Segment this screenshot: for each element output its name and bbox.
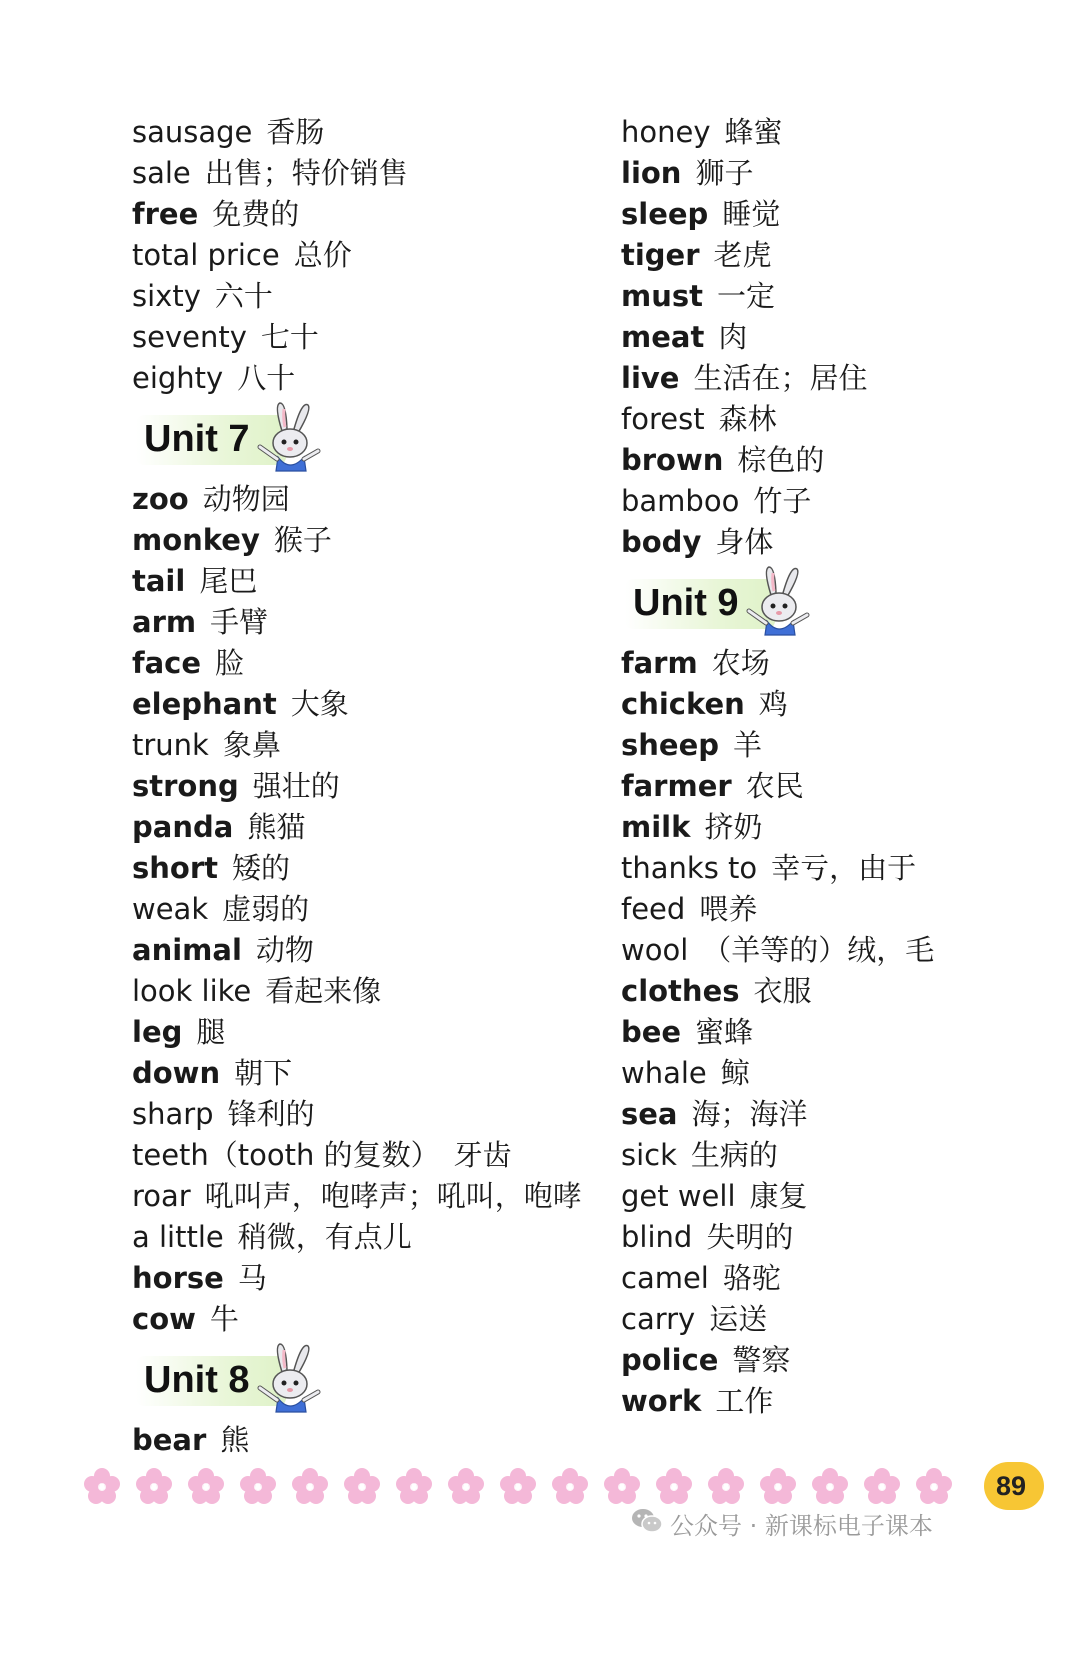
chinese-meaning: 八十	[237, 361, 296, 395]
left-column	[132, 112, 582, 1461]
english-word: police	[621, 1343, 719, 1377]
chinese-meaning: 海；海洋	[691, 1097, 808, 1131]
english-word: seventy	[132, 320, 247, 354]
bunny-icon	[250, 401, 326, 481]
vocab-entry	[621, 684, 934, 725]
english-word: whale	[621, 1056, 707, 1090]
page-number: 89	[984, 1462, 1044, 1510]
vocab-entry	[132, 807, 582, 848]
vocab-entry	[132, 930, 582, 971]
chinese-meaning: 熊	[220, 1423, 250, 1457]
chinese-meaning: 棕色的	[737, 443, 825, 477]
english-word: lion	[621, 156, 682, 190]
vocab-entry	[132, 766, 582, 807]
english-word: monkey	[132, 523, 260, 557]
chinese-meaning: 衣服	[753, 974, 812, 1008]
vocab-entry	[621, 807, 934, 848]
english-word: sheep	[621, 728, 720, 762]
english-word: total price	[132, 238, 280, 272]
english-word: milk	[621, 810, 691, 844]
vocab-entry	[621, 440, 934, 481]
chinese-meaning: 工作	[715, 1384, 774, 1418]
flower-icon	[706, 1466, 746, 1510]
english-word: teeth（tooth 的复数）	[132, 1138, 440, 1172]
chinese-meaning: 大象	[290, 687, 349, 721]
chinese-meaning: 腿	[196, 1015, 226, 1049]
vocab-entry	[621, 1217, 934, 1258]
flower-icon	[186, 1466, 226, 1510]
vocab-entry	[132, 602, 582, 643]
english-word: sleep	[621, 197, 709, 231]
english-word: live	[621, 361, 680, 395]
vocab-entry	[132, 1012, 582, 1053]
flower-icon	[758, 1466, 798, 1510]
vocab-entry	[621, 358, 934, 399]
english-word: bamboo	[621, 484, 740, 518]
chinese-meaning: 鸡	[758, 687, 788, 721]
vocab-entry	[132, 1053, 582, 1094]
english-word: animal	[132, 933, 242, 967]
english-word: tiger	[621, 238, 700, 272]
flower-icon	[134, 1466, 174, 1510]
vocab-entry	[132, 479, 582, 520]
english-word: sick	[621, 1138, 677, 1172]
vocab-entry	[132, 1176, 582, 1217]
vocab-entry	[621, 1094, 934, 1135]
flower-icon	[810, 1466, 850, 1510]
chinese-meaning: 免费的	[212, 197, 300, 231]
chinese-meaning: 蜜蜂	[695, 1015, 754, 1049]
chinese-meaning: 香肠	[266, 115, 325, 149]
english-word: body	[621, 525, 702, 559]
vocab-entry	[132, 276, 582, 317]
vocab-entry	[132, 112, 582, 153]
english-word: cow	[132, 1302, 196, 1336]
chinese-meaning: 森林	[718, 402, 777, 436]
chinese-meaning: 生活在；居住	[693, 361, 868, 395]
vocab-entry	[621, 1340, 934, 1381]
vocab-entry	[621, 112, 934, 153]
english-word: strong	[132, 769, 239, 803]
chinese-meaning: 朝下	[234, 1056, 293, 1090]
chinese-meaning: 马	[237, 1261, 267, 1295]
vocab-entry	[132, 1135, 582, 1176]
chinese-meaning: 熊猫	[247, 810, 306, 844]
english-word: elephant	[132, 687, 277, 721]
english-word: sharp	[132, 1097, 214, 1131]
flower-icon	[82, 1466, 122, 1510]
chinese-meaning: 锋利的	[227, 1097, 315, 1131]
wechat-icon	[630, 1506, 664, 1548]
flower-icon	[550, 1466, 590, 1510]
vocab-entry	[621, 930, 934, 971]
english-word: blind	[621, 1220, 693, 1254]
chinese-meaning: 一定	[717, 279, 776, 313]
english-word: thanks to	[621, 851, 758, 885]
chinese-meaning: 吼叫声，咆哮声；吼叫，咆哮	[204, 1179, 582, 1213]
chinese-meaning: 挤奶	[704, 810, 763, 844]
chinese-meaning: 总价	[293, 238, 352, 272]
vocab-entry	[132, 1258, 582, 1299]
vocab-entry	[621, 1299, 934, 1340]
vocab-entry	[621, 522, 934, 563]
vocab-entry	[621, 1053, 934, 1094]
vocab-entry	[621, 481, 934, 522]
flower-icon	[654, 1466, 694, 1510]
english-word: farm	[621, 646, 698, 680]
english-word: sixty	[132, 279, 201, 313]
vocab-entry	[132, 520, 582, 561]
chinese-meaning: 虚弱的	[222, 892, 310, 926]
unit-title: Unit 9	[633, 582, 739, 624]
vocab-entry	[621, 194, 934, 235]
english-word: down	[132, 1056, 221, 1090]
english-word: meat	[621, 320, 705, 354]
english-word: chicken	[621, 687, 745, 721]
english-word: zoo	[132, 482, 189, 516]
vocab-entry	[132, 317, 582, 358]
english-word: weak	[132, 892, 209, 926]
chinese-meaning: 七十	[260, 320, 319, 354]
flower-icon	[394, 1466, 434, 1510]
chinese-meaning: 六十	[214, 279, 273, 313]
chinese-meaning: 幸亏，由于	[771, 851, 917, 885]
chinese-meaning: 生病的	[690, 1138, 778, 1172]
english-word: panda	[132, 810, 234, 844]
vocab-entry	[621, 889, 934, 930]
flower-icon	[342, 1466, 382, 1510]
chinese-meaning: 老虎	[713, 238, 772, 272]
chinese-meaning: 动物园	[202, 482, 290, 516]
vocab-entry	[132, 1094, 582, 1135]
chinese-meaning: 矮的	[232, 851, 291, 885]
chinese-meaning: 身体	[715, 525, 774, 559]
bunny-icon	[250, 1342, 326, 1422]
chinese-meaning: 睡觉	[722, 197, 781, 231]
vocab-entry	[621, 643, 934, 684]
unit-title: Unit 8	[144, 1359, 250, 1401]
vocab-entry	[621, 766, 934, 807]
vocab-entry	[132, 725, 582, 766]
chinese-meaning: 牛	[209, 1302, 239, 1336]
chinese-meaning: （羊等的）绒，毛	[702, 933, 935, 967]
vocab-entry	[621, 1012, 934, 1053]
vocab-entry	[132, 889, 582, 930]
english-word: horse	[132, 1261, 224, 1295]
vocab-entry	[132, 848, 582, 889]
chinese-meaning: 鲸	[720, 1056, 750, 1090]
vocab-entry	[132, 561, 582, 602]
vocab-entry	[621, 848, 934, 889]
english-word: leg	[132, 1015, 183, 1049]
flower-icon	[602, 1466, 642, 1510]
watermark-text: 公众号 · 新课标电子课本	[670, 1512, 933, 1540]
flower-icon	[446, 1466, 486, 1510]
english-word: sale	[132, 156, 191, 190]
unit-heading	[132, 399, 582, 479]
chinese-meaning: 出售；特价销售	[204, 156, 408, 190]
vocab-entry	[621, 1135, 934, 1176]
english-word: trunk	[132, 728, 209, 762]
english-word: sea	[621, 1097, 678, 1131]
unit-title: Unit 7	[144, 418, 250, 460]
vocab-entry	[132, 1217, 582, 1258]
vocab-entry	[132, 643, 582, 684]
chinese-meaning: 脸	[215, 646, 245, 680]
chinese-meaning: 动物	[255, 933, 314, 967]
english-word: feed	[621, 892, 686, 926]
english-word: wool	[621, 933, 689, 967]
flower-icon	[290, 1466, 330, 1510]
chinese-meaning: 康复	[749, 1179, 808, 1213]
bunny-icon	[739, 565, 815, 645]
vocab-entry	[132, 971, 582, 1012]
flower-icon	[914, 1466, 954, 1510]
chinese-meaning: 看起来像	[265, 974, 382, 1008]
vocab-entry	[132, 235, 582, 276]
english-word: short	[132, 851, 218, 885]
chinese-meaning: 强壮的	[252, 769, 340, 803]
vocab-entry	[132, 153, 582, 194]
english-word: clothes	[621, 974, 740, 1008]
vocab-entry	[132, 358, 582, 399]
english-word: look like	[132, 974, 252, 1008]
chinese-meaning: 肉	[718, 320, 748, 354]
flower-icon	[238, 1466, 278, 1510]
chinese-meaning: 象鼻	[222, 728, 281, 762]
vocab-entry	[132, 1420, 582, 1461]
english-word: arm	[132, 605, 197, 639]
english-word: carry	[621, 1302, 696, 1336]
english-word: camel	[621, 1261, 709, 1295]
english-word: roar	[132, 1179, 191, 1213]
vocab-entry	[621, 1381, 934, 1422]
chinese-meaning: 警察	[732, 1343, 791, 1377]
english-word: face	[132, 646, 202, 680]
vocab-entry	[621, 276, 934, 317]
chinese-meaning: 农民	[745, 769, 804, 803]
vocab-entry	[621, 235, 934, 276]
chinese-meaning: 猴子	[273, 523, 332, 557]
vocab-entry	[621, 1176, 934, 1217]
vocab-entry	[132, 684, 582, 725]
english-word: a little	[132, 1220, 224, 1254]
chinese-meaning: 运送	[709, 1302, 768, 1336]
vocab-entry	[132, 1299, 582, 1340]
english-word: eighty	[132, 361, 224, 395]
english-word: sausage	[132, 115, 253, 149]
english-word: tail	[132, 564, 186, 598]
english-word: must	[621, 279, 703, 313]
chinese-meaning: 牙齿	[453, 1138, 512, 1172]
chinese-meaning: 竹子	[753, 484, 812, 518]
english-word: work	[621, 1384, 702, 1418]
flower-icon	[498, 1466, 538, 1510]
english-word: free	[132, 197, 199, 231]
vocab-entry	[621, 317, 934, 358]
english-word: bee	[621, 1015, 682, 1049]
vocab-entry	[621, 399, 934, 440]
chinese-meaning: 狮子	[695, 156, 754, 190]
english-word: forest	[621, 402, 705, 436]
vocab-entry	[621, 725, 934, 766]
vocab-entry	[621, 1258, 934, 1299]
unit-heading	[621, 563, 934, 643]
english-word: farmer	[621, 769, 732, 803]
chinese-meaning: 失明的	[706, 1220, 794, 1254]
chinese-meaning: 手臂	[210, 605, 269, 639]
unit-heading	[132, 1340, 582, 1420]
vocab-entry	[132, 194, 582, 235]
chinese-meaning: 稍微，有点儿	[237, 1220, 412, 1254]
watermark	[630, 1506, 933, 1546]
english-word: brown	[621, 443, 724, 477]
chinese-meaning: 骆驼	[722, 1261, 781, 1295]
vocab-entry	[621, 153, 934, 194]
flower-icon	[862, 1466, 902, 1510]
chinese-meaning: 农场	[711, 646, 770, 680]
english-word: honey	[621, 115, 711, 149]
right-column	[621, 112, 934, 1422]
english-word: bear	[132, 1423, 207, 1457]
chinese-meaning: 羊	[733, 728, 763, 762]
chinese-meaning: 尾巴	[199, 564, 258, 598]
chinese-meaning: 喂养	[699, 892, 758, 926]
vocab-entry	[621, 971, 934, 1012]
flower-decoration-row	[82, 1466, 962, 1510]
chinese-meaning: 蜂蜜	[724, 115, 783, 149]
english-word: get well	[621, 1179, 736, 1213]
